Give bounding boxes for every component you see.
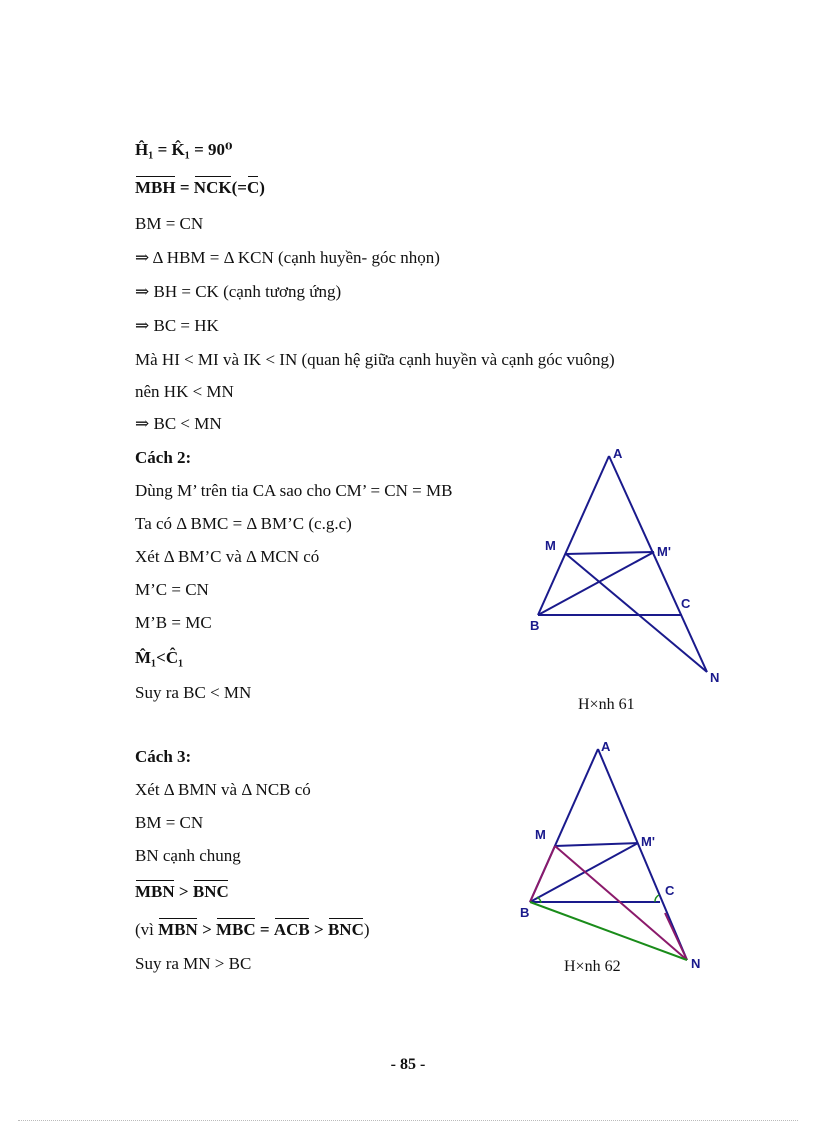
text-equals: = (175, 178, 194, 197)
fig61-line-an (609, 456, 707, 672)
text-gt: > (174, 882, 193, 901)
text-c3-l1: Xét Δ BMN và Δ NCB có (135, 780, 311, 799)
fig62-line-an (598, 749, 687, 960)
text-bm-cn: BM = CN (135, 214, 204, 233)
text-eq-2: = (255, 920, 274, 939)
fig61-lines (538, 456, 707, 672)
heading-cach-3: Cách 3: (135, 747, 192, 766)
text-paren-close: ) (259, 178, 265, 197)
fig61-label-mp: M' (657, 544, 671, 559)
fig62-label-mp: M' (641, 834, 655, 849)
fig61-line-mn (566, 554, 707, 672)
text-c3-l6: Suy ra MN > BC (135, 954, 252, 973)
text-hk-mn: nên HK < MN (135, 382, 234, 401)
fig62-label-b: B (520, 905, 530, 920)
fig61-line-mm (566, 552, 654, 554)
fig61-label-c: C (681, 596, 691, 611)
angle-mbn: MBN (135, 882, 175, 901)
text-c2-l2: Ta có Δ BMC = Δ BM’C (c.g.c) (135, 514, 352, 533)
text-c2-l3: Xét Δ BM’C và Δ MCN có (135, 547, 320, 566)
text-c3-l2: BM = CN (135, 813, 204, 832)
fig62-line-bn (530, 902, 687, 960)
text-hi-mi: Mà HI < MI và IK < IN (quan hệ giữa cạnh huyền và cạnh góc vuông) (135, 350, 615, 369)
text-bh-ck: ⇒ BH = CK (cạnh tương ứng) (135, 282, 342, 301)
text-gt-2: > (197, 920, 216, 939)
text-bc-hk: ⇒ BC = HK (135, 316, 219, 335)
text-c2-l7: Suy ra BC < MN (135, 683, 252, 702)
equation-right-angles: Ĥ₁ = K̂₁ = 90⁰ (135, 140, 233, 159)
angle-c: C (246, 178, 260, 197)
caption-fig62: H×nh 62 (564, 958, 621, 975)
fig61-label-a: A (613, 446, 623, 461)
angle-mbh: MBH (135, 178, 176, 197)
text-close-paren: ) (363, 920, 370, 939)
fig61-line-ab (538, 456, 609, 615)
equation-angles-equal (135, 178, 265, 198)
fig62-line-mm (555, 843, 638, 846)
fig62-line-bm-purple (530, 846, 555, 902)
angle-mbc: MBC (216, 920, 256, 939)
text-c3-l3: BN cạnh chung (135, 846, 241, 865)
text-gt-3: > (309, 920, 328, 939)
figure-61 (520, 440, 730, 690)
fig62-angle-mark-c (655, 895, 659, 902)
fig62-label-c: C (665, 883, 675, 898)
fig62-label-m: M (535, 827, 546, 842)
angle-bnc-2: BNC (327, 920, 364, 939)
angle-nck: NCK (193, 178, 232, 197)
text-c2-l1: Dùng M’ trên tia CA sao cho CM’ = CN = MB (135, 481, 453, 500)
figure-62 (515, 735, 725, 975)
fig61-label-n: N (710, 670, 720, 685)
angle-m1: M̂₁ (135, 648, 157, 667)
fig61-label-b: B (530, 618, 540, 633)
footer-divider (18, 1120, 798, 1121)
text-c2-l5: M’B = MC (135, 613, 212, 632)
caption-fig61: H×nh 61 (578, 696, 635, 713)
text-bc-mn: ⇒ BC < MN (135, 414, 222, 433)
text-c2-l4: M’C = CN (135, 580, 209, 599)
fig61-label-m: M (545, 538, 556, 553)
heading-cach-2: Cách 2: (135, 448, 192, 467)
angle-acb: ACB (273, 920, 310, 939)
text-lt: < (156, 648, 166, 667)
text-triangle-equal: ⇒ Δ HBM = Δ KCN (cạnh huyền- góc nhọn) (135, 248, 440, 267)
fig61-line-bm (538, 552, 654, 615)
text-c3-l5 (135, 920, 370, 940)
angle-c1: Ĉ₁ (165, 648, 184, 667)
fig62-label-n: N (691, 956, 701, 971)
text-c3-l4 (135, 882, 229, 902)
angle-bnc: BNC (192, 882, 229, 901)
text-paren-open: (= (231, 178, 247, 197)
angle-mbn-2: MBN (158, 920, 198, 939)
page-number: - 85 - (390, 1056, 426, 1073)
fig62-line-bm (530, 843, 638, 902)
text-c2-l6 (135, 648, 183, 668)
fig62-label-a: A (601, 739, 611, 754)
text-vi: (vì (135, 920, 159, 939)
